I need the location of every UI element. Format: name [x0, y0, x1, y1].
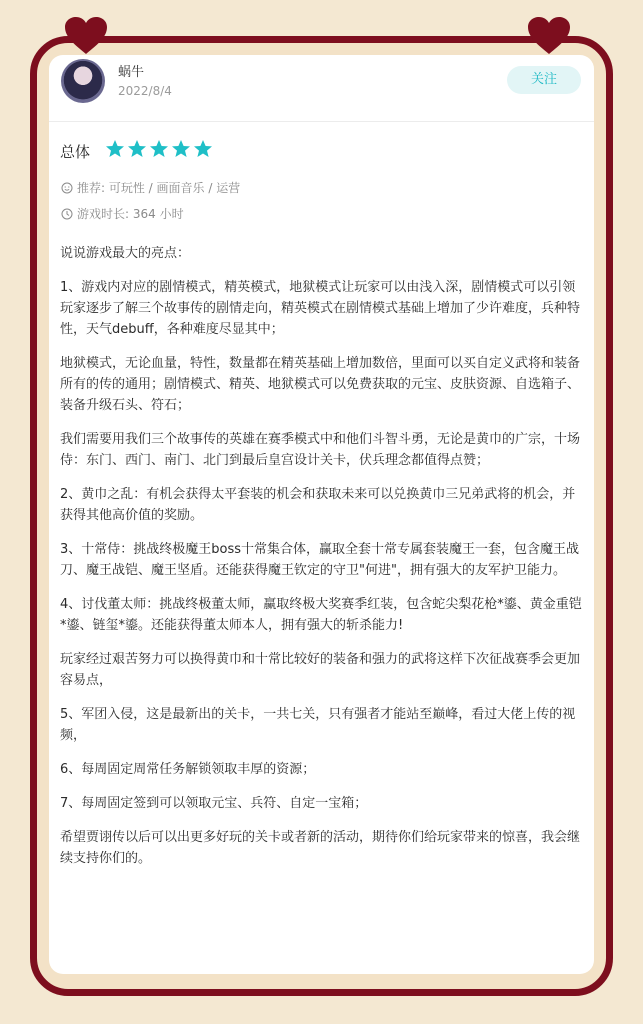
overall-label: 总体	[60, 143, 91, 161]
review-paragraph: 说说游戏最大的亮点：	[60, 246, 191, 261]
review-paragraph: 4、讨伐董太师：挑战终极董太师，赢取终极大奖赛季红装，包含蛇尖梨花枪*鎏、黄金重铠*鎏、链玺*鎏。还能获得董太师本人，拥有强大的斩杀能力!	[60, 597, 582, 633]
review-date: 2022/8/4	[118, 84, 172, 98]
avatar[interactable]	[61, 59, 105, 103]
review-paragraph: 希望贾诩传以后可以出更多好玩的关卡或者新的活动，期待你们给玩家带来的惊喜，我会继续支持你们的。	[60, 830, 581, 866]
playtime-text: 游戏时长: 364 小时	[77, 207, 184, 221]
heart-left-icon	[64, 16, 108, 56]
review-paragraph: 5、军团入侵，这是最新出的关卡，一共七关，只有强者才能站至巅峰，看过大佬上传的视频，	[60, 707, 576, 743]
review-paragraph: 地狱模式，无论血量，特性，数量都在精英基础上增加数倍，里面可以买自定义武将和装备所有的传的通用；剧情模式、精英、地狱模式可以免费获取的元宝、皮肤资源、自选箱子、装备升级石头、符石；	[60, 356, 581, 413]
playtime-row	[61, 205, 184, 222]
clock-icon	[61, 208, 73, 220]
review-paragraph: 2、黄巾之乱：有机会获得太平套装的机会和获取未来可以兑换黄巾三兄弟武将的机会，并获得其他高价值的奖励。	[60, 487, 576, 523]
review-paragraph: 我们需要用我们三个故事传的英雄在赛季模式中和他们斗智斗勇，无论是黄巾的广宗，十场侍：东门、西门、南门、北门到最后皇宫设计关卡，伏兵理念都值得点赞；	[60, 432, 581, 468]
review-card	[49, 55, 594, 974]
username[interactable]: 蜗牛	[118, 65, 145, 80]
star-icon	[105, 139, 125, 159]
review-paragraph: 7、每周固定签到可以领取元宝、兵符、自定一宝箱；	[60, 796, 368, 811]
star-icon	[171, 139, 191, 159]
heart-right-icon	[527, 16, 571, 56]
review-paragraph: 6、每周固定周常任务解锁领取丰厚的资源；	[60, 762, 316, 777]
star-icon	[127, 139, 147, 159]
review-paragraph: 1、游戏内对应的剧情模式，精英模式，地狱模式让玩家可以由浅入深，剧情模式可以引领玩家逐步了解三个故事传的剧情走向，精英模式在剧情模式基础上增加了少许难度，兵种特性，天气debuff，各种难度尽显其中；	[60, 280, 581, 337]
rating-stars	[105, 139, 213, 159]
star-icon	[149, 139, 169, 159]
review-paragraph: 3、十常侍：挑战终极魔王boss十常集合体，赢取全套十常专属套装魔王一套，包含魔王战刀、魔王战铠、魔王坚盾。还能获得魔王钦定的守卫"何进"，拥有强大的友军护卫能力。	[60, 542, 580, 578]
review-header	[49, 55, 594, 122]
star-icon	[193, 139, 213, 159]
follow-button[interactable]: 关注	[507, 66, 581, 94]
smile-icon	[61, 182, 73, 194]
recommend-text: 推荐: 可玩性 / 画面音乐 / 运营	[77, 181, 241, 195]
review-body	[60, 243, 585, 882]
review-paragraph: 玩家经过艰苦努力可以换得黄巾和十常比较好的装备和强力的武将这样下次征战赛季会更加容易点，	[60, 652, 581, 688]
recommend-row	[61, 179, 240, 196]
